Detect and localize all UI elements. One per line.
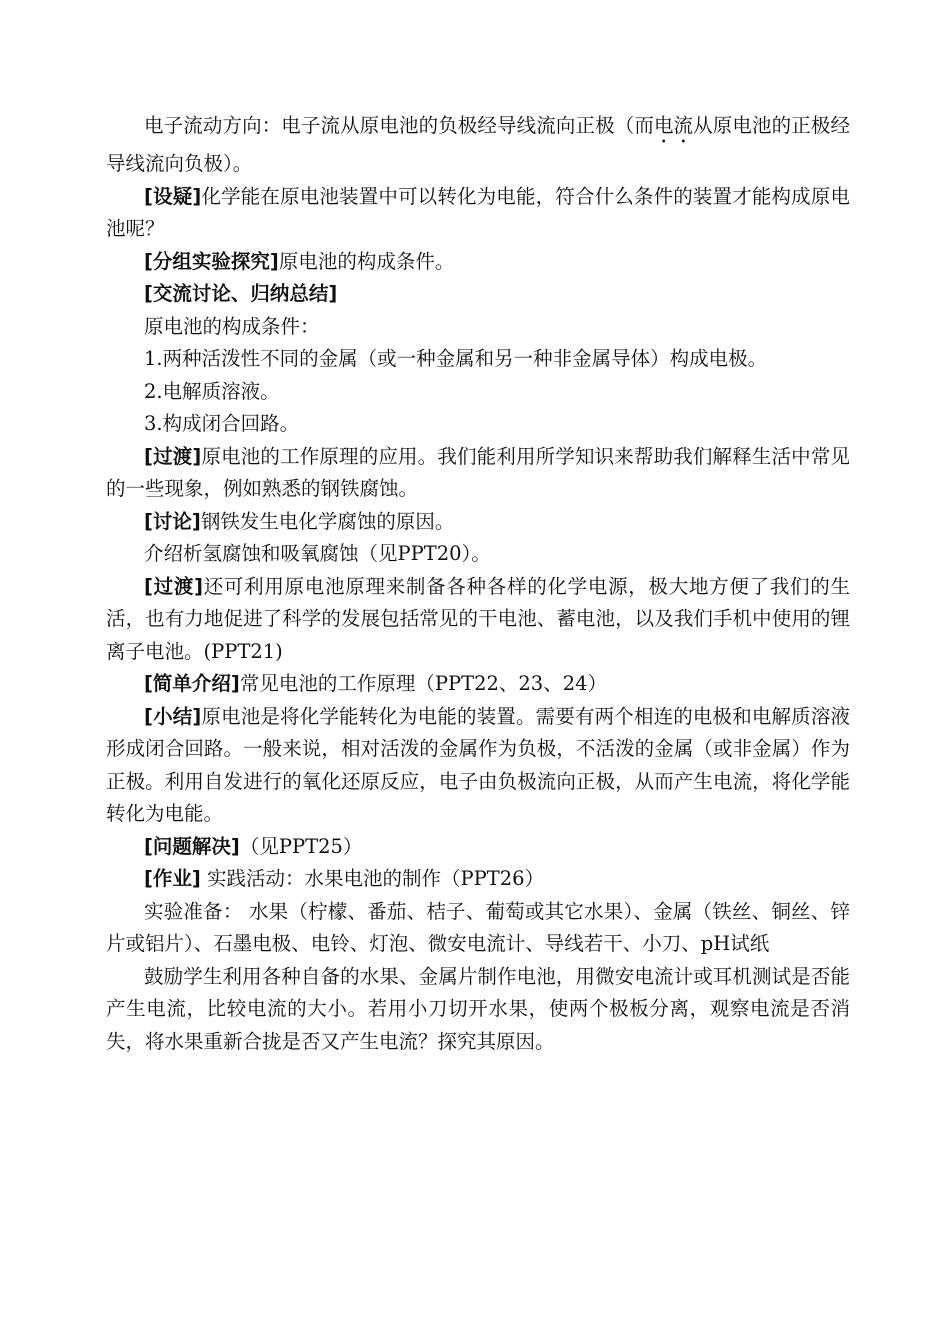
paragraph-text: 化学能在原电池装置中可以转化为电能，符合什么条件的装置才能构成原电池呢？ [106, 184, 850, 240]
section-tag: [讨论] [144, 509, 201, 533]
section-tag: [交流讨论、归纳总结] [144, 282, 338, 305]
paragraph-text: 常见电池的工作原理（PPT22、23、24） [239, 672, 608, 695]
section-tag: [作业] [144, 867, 201, 890]
paragraph-discuss-corrosion [106, 506, 850, 539]
paragraph-text: 介绍析氢腐蚀和吸氧腐蚀（见PPT20）。 [144, 542, 491, 565]
paragraph-text: 原电池的构成条件。 [278, 249, 455, 273]
paragraph-text: 从原电池的正极经导线流向负极）。 [106, 114, 850, 175]
paragraph-text: 实验准备： 水果（柠檬、番茄、桔子、葡萄或其它水果）、金属（铁丝、铜丝、锌片或铝片）、石墨电极、电铃、灯泡、微安电流计、导线若干、小刀、pH试纸 [106, 899, 850, 955]
paragraph-homework [106, 863, 850, 896]
paragraph-electron-flow [106, 110, 850, 181]
paragraph-text: 原电池是将化学能转化为电能的装置。需要有两个相连的电极和电解质溶液形成闭合回路。一般来说，相对活泼的金属作为负极，不活泼的金属（或非金属）作为正极。利用自发进行的氧化还原反应，电子由负极流向正极，从而产生电流，将化学能转化为电能。 [106, 704, 850, 825]
paragraph-encouragement [106, 961, 850, 1059]
paragraph-text: 1.两种活泼性不同的金属（或一种金属和另一种非金属导体）构成电极。 [144, 347, 768, 370]
document-body [106, 110, 850, 1058]
section-tag: [过渡] [144, 574, 203, 598]
paragraph-text: 原电池的构成条件： [144, 314, 320, 338]
paragraph-text: 3.构成闭合回路。 [144, 412, 300, 435]
paragraph-text: （见PPT25） [239, 834, 363, 858]
section-tag: [过渡] [144, 444, 202, 468]
section-tag: [设疑] [144, 184, 202, 208]
paragraph-text: 电子流动方向：电子流从原电池的负极经导线流向正极（而 [144, 114, 654, 137]
section-tag: [小结] [144, 704, 202, 728]
paragraph-transition-2 [106, 571, 850, 669]
list-item-condition-2 [106, 376, 850, 409]
paragraph-materials [106, 896, 850, 961]
paragraph-discussion-heading [106, 278, 850, 311]
paragraph-conditions-intro [106, 311, 850, 344]
section-tag: [问题解决] [144, 834, 240, 858]
paragraph-brief-intro [106, 668, 850, 701]
paragraph-text: 钢铁发生电化学腐蚀的原因。 [200, 509, 455, 533]
section-tag: [简单介绍] [144, 672, 240, 695]
paragraph-problem-solving [106, 831, 850, 864]
paragraph-text: 还可利用原电池原理来制备各种各样的化学电源，极大地方便了我们的生活，也有力地促进了科学的发展包括常见的干电池、蓄电池，以及我们手机中使用的锂离子电池。(PPT21) [106, 574, 850, 663]
paragraph-text: 2.电解质溶液。 [144, 379, 280, 403]
paragraph-transition-1 [106, 441, 850, 506]
paragraph-summary [106, 701, 850, 831]
paragraph-text: 原电池的工作原理的应用。我们能利用所学知识来帮助我们解释生活中常见的一些现象，例如熟悉的钢铁腐蚀。 [106, 444, 850, 500]
paragraph-corrosion-types [106, 538, 850, 571]
section-tag: [分组实验探究] [144, 249, 279, 273]
paragraph-group-experiment [106, 246, 850, 279]
list-item-condition-1 [106, 343, 850, 376]
paragraph-text: 鼓励学生利用各种自备的水果、金属片制作电池，用微安电流计或耳机测试是否能产生电流，比较电流的大小。若用小刀切开水果，使两个极板分离，观察电流是否消失，将水果重新合拢是否又产生电流？探究其原因。 [106, 964, 850, 1053]
list-item-condition-3 [106, 408, 850, 441]
emphasized-text: 电流 [653, 114, 694, 137]
paragraph-text: 实践活动：水果电池的制作（PPT26） [200, 867, 545, 890]
paragraph-question [106, 181, 850, 246]
